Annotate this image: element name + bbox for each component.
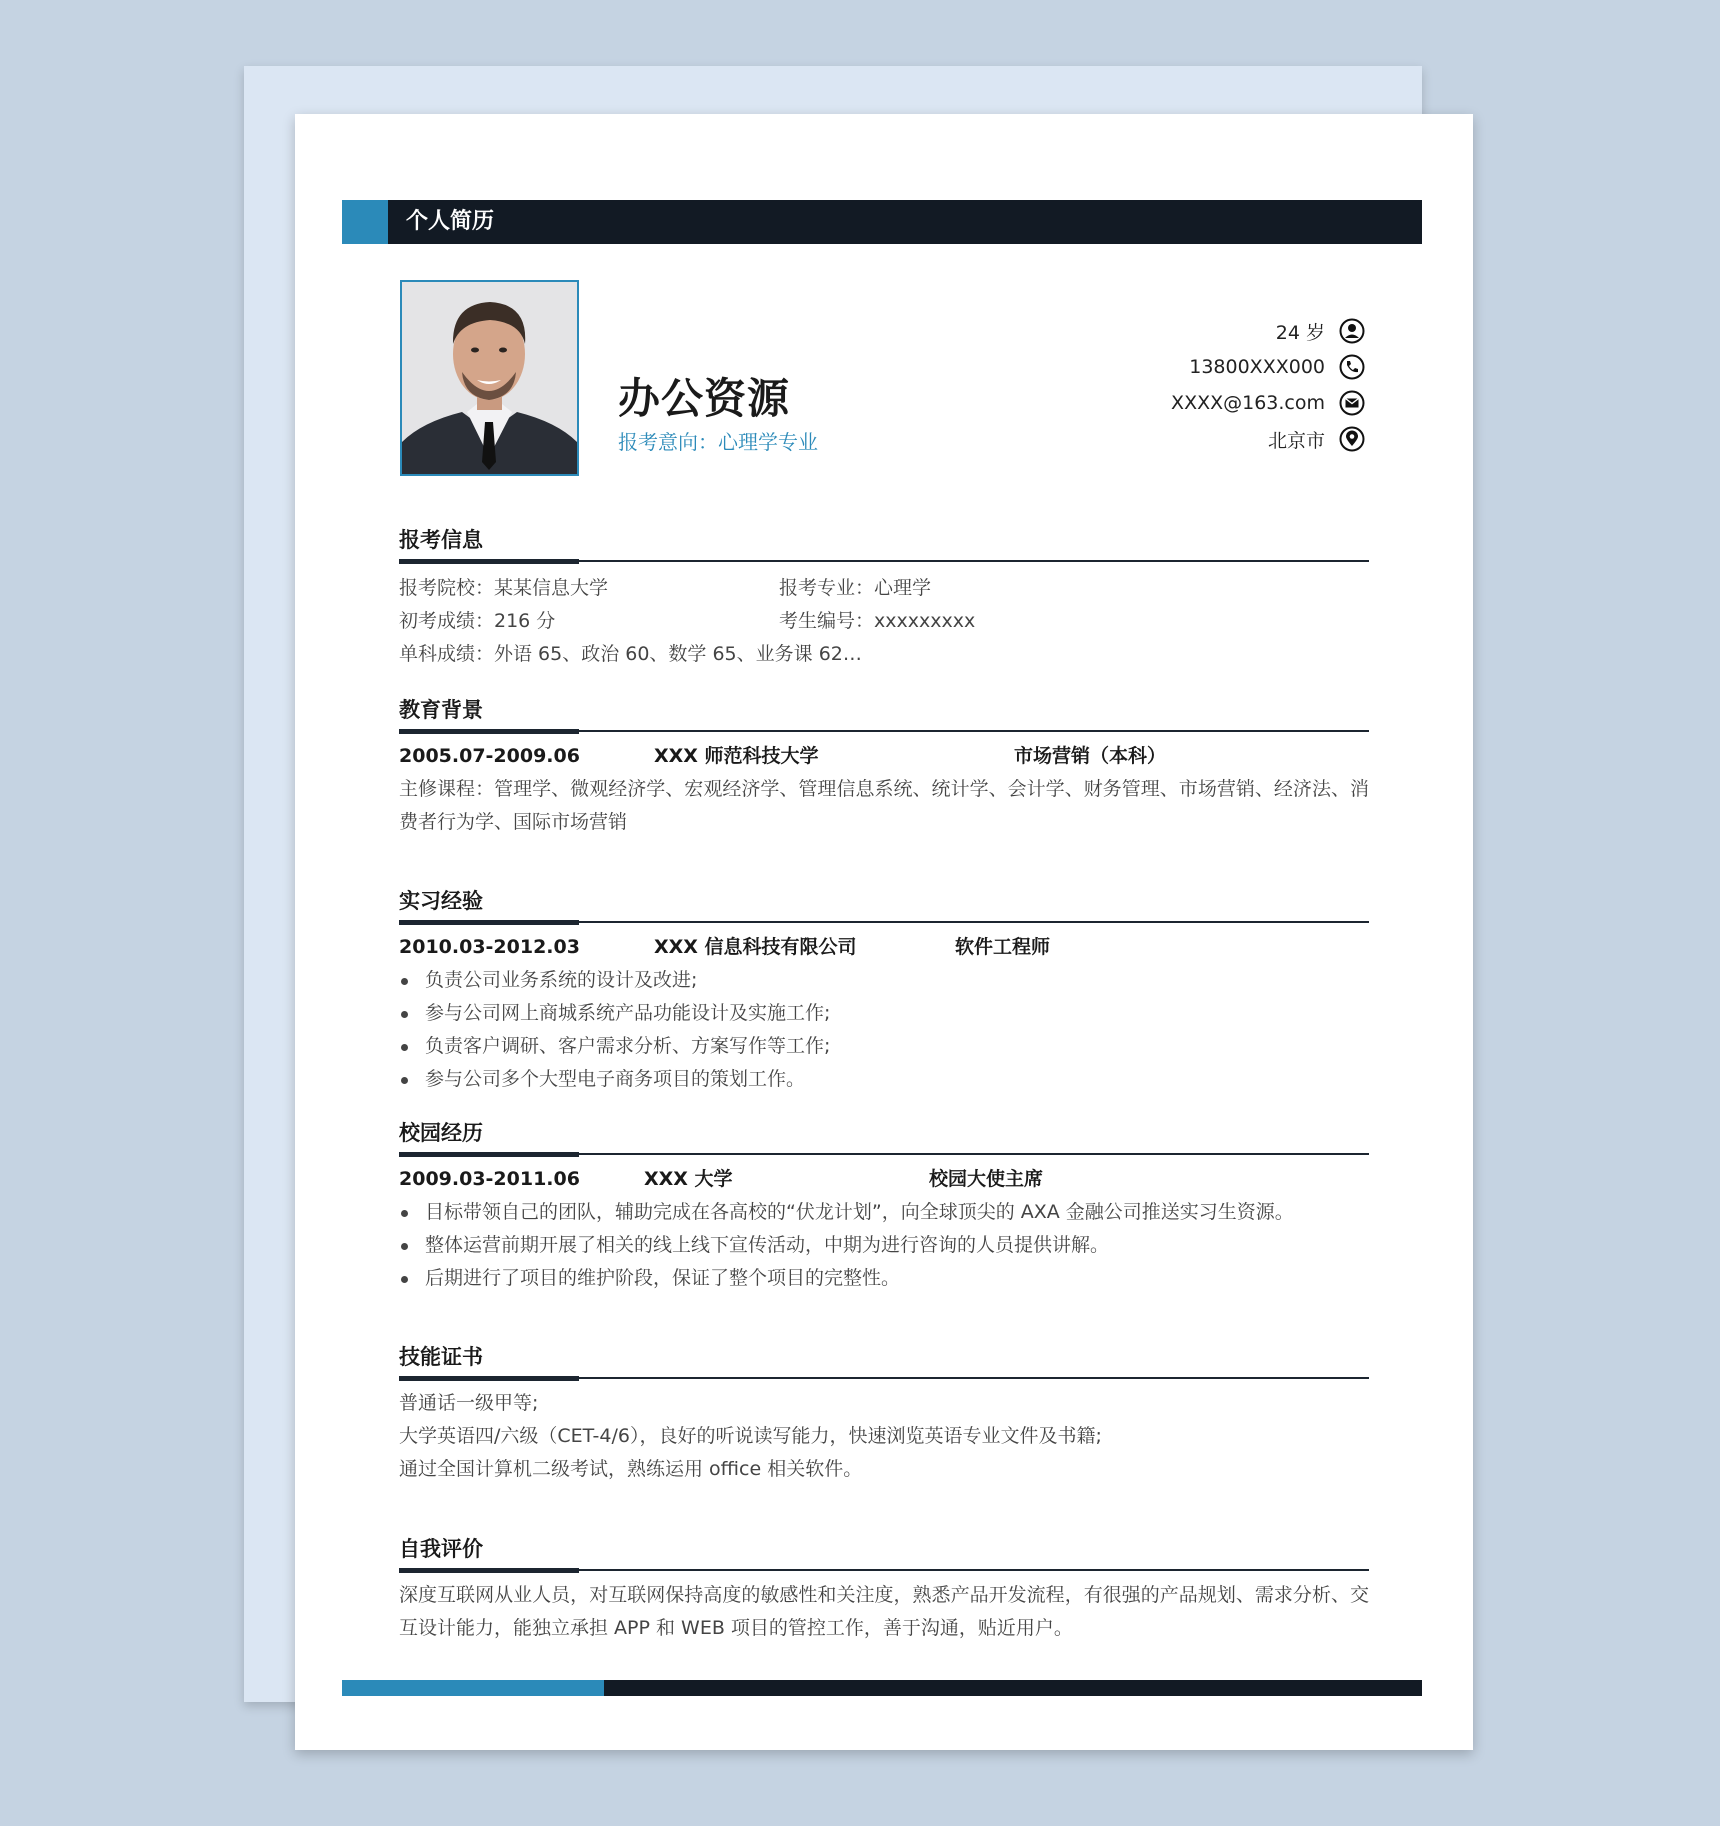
education-row — [399, 740, 1369, 773]
exam-subjects: 单科成绩：外语 65、政治 60、数学 65、业务课 62… — [399, 643, 862, 665]
exam-title: 报考信息 — [399, 528, 483, 552]
exam-underline — [399, 559, 579, 564]
campus-row — [399, 1163, 1369, 1196]
internship-row — [399, 931, 1369, 964]
city-text: 北京市 — [1267, 429, 1325, 452]
phone-icon — [1339, 354, 1365, 380]
target-major: 报考意向：心理学专业 — [618, 430, 818, 454]
self-text: 深度互联网从业人员，对互联网保持高度的敏感性和关注度，熟悉产品开发流程，有很强的产品规划、需求分析、交互设计能力，能独立承担 APP 和 WEB 项目的管控工作，善于沟通，贴近用户。 — [399, 1584, 1369, 1639]
campus-role: 校园大使主席 — [929, 1168, 1044, 1190]
title-accent — [342, 200, 388, 244]
internship-company: XXX 信息科技有限公司 — [654, 936, 857, 958]
self-underline — [399, 1568, 579, 1573]
age-text: 24 岁 — [1275, 321, 1325, 344]
email-row — [1171, 388, 1365, 418]
person-photo-icon — [402, 282, 577, 474]
self-title: 自我评价 — [399, 1537, 483, 1561]
list-item: 参与公司多个大型电子商务项目的策划工作。 — [399, 1063, 1369, 1096]
campus-period: 2009.03-2011.06 — [399, 1168, 580, 1190]
education-title: 教育背景 — [399, 698, 483, 722]
skills-title: 技能证书 — [399, 1345, 483, 1369]
email-text: XXXX@163.com — [1171, 392, 1325, 414]
bottom-bar — [342, 1680, 1422, 1696]
phone-row — [1189, 352, 1365, 382]
education-courses: 主修课程：管理学、微观经济学、宏观经济学、管理信息系统、统计学、会计学、财务管理、市场营销、经济法、消费者行为学、国际市场营销 — [399, 778, 1369, 833]
education-underline — [399, 729, 579, 734]
mail-icon — [1339, 390, 1365, 416]
person-icon — [1339, 318, 1365, 344]
skill-line: 大学英语四/六级（CET-4/6），良好的听说读写能力，快速浏览英语专业文件及书籍; — [399, 1425, 1102, 1447]
education-school: XXX 师范科技大学 — [654, 745, 819, 767]
education-header — [399, 694, 1369, 732]
candidate-name: 办公资源 — [618, 374, 791, 423]
age-row — [1276, 316, 1365, 346]
campus-section — [399, 1117, 1369, 1295]
city-row — [1268, 424, 1365, 454]
list-item: 后期进行了项目的维护阶段，保证了整个项目的完整性。 — [399, 1262, 1369, 1295]
skills-section — [399, 1341, 1369, 1486]
campus-school: XXX 大学 — [644, 1168, 733, 1190]
list-item: 参与公司网上商城系统产品功能设计及实施工作; — [399, 997, 1369, 1030]
list-item: 负责客户调研、客户需求分析、方案写作等工作; — [399, 1030, 1369, 1063]
campus-title: 校园经历 — [399, 1121, 483, 1145]
internship-header — [399, 885, 1369, 923]
profile-photo — [400, 280, 579, 476]
list-item: 负责公司业务系统的设计及改进; — [399, 964, 1369, 997]
resume-title: 个人简历 — [406, 209, 495, 234]
skill-line: 通过全国计算机二级考试，熟练运用 office 相关软件。 — [399, 1458, 863, 1480]
internship-section — [399, 885, 1369, 1096]
exam-header — [399, 524, 1369, 562]
internship-underline — [399, 920, 579, 925]
exam-number: 考生编号：xxxxxxxxx — [779, 610, 976, 632]
self-header — [399, 1533, 1369, 1571]
exam-major: 报考专业：心理学 — [779, 577, 932, 599]
exam-section — [399, 524, 1369, 671]
self-section — [399, 1533, 1369, 1645]
skill-line: 普通话一级甲等; — [399, 1392, 539, 1414]
list-item: 整体运营前期开展了相关的线上线下宣传活动，中期为进行咨询的人员提供讲解。 — [399, 1229, 1369, 1262]
phone-text: 13800XXX000 — [1189, 356, 1325, 378]
internship-period: 2010.03-2012.03 — [399, 936, 580, 958]
location-icon — [1339, 426, 1365, 452]
resume-page — [295, 114, 1473, 1750]
internship-role: 软件工程师 — [955, 936, 1051, 958]
title-bar — [342, 200, 1422, 244]
campus-underline — [399, 1152, 579, 1157]
internship-title: 实习经验 — [399, 889, 483, 913]
education-major: 市场营销（本科） — [1014, 745, 1167, 767]
list-item: 目标带领自己的团队，辅助完成在各高校的“伏龙计划”，向全球顶尖的 AXA 金融公司推送实习生资源。 — [399, 1196, 1369, 1229]
exam-score: 初考成绩：216 分 — [399, 610, 556, 632]
education-section — [399, 694, 1369, 839]
skills-header — [399, 1341, 1369, 1379]
bottom-accent — [342, 1680, 604, 1696]
education-period: 2005.07-2009.06 — [399, 745, 580, 767]
exam-school: 报考院校：某某信息大学 — [399, 577, 609, 599]
campus-header — [399, 1117, 1369, 1155]
skills-underline — [399, 1376, 579, 1381]
